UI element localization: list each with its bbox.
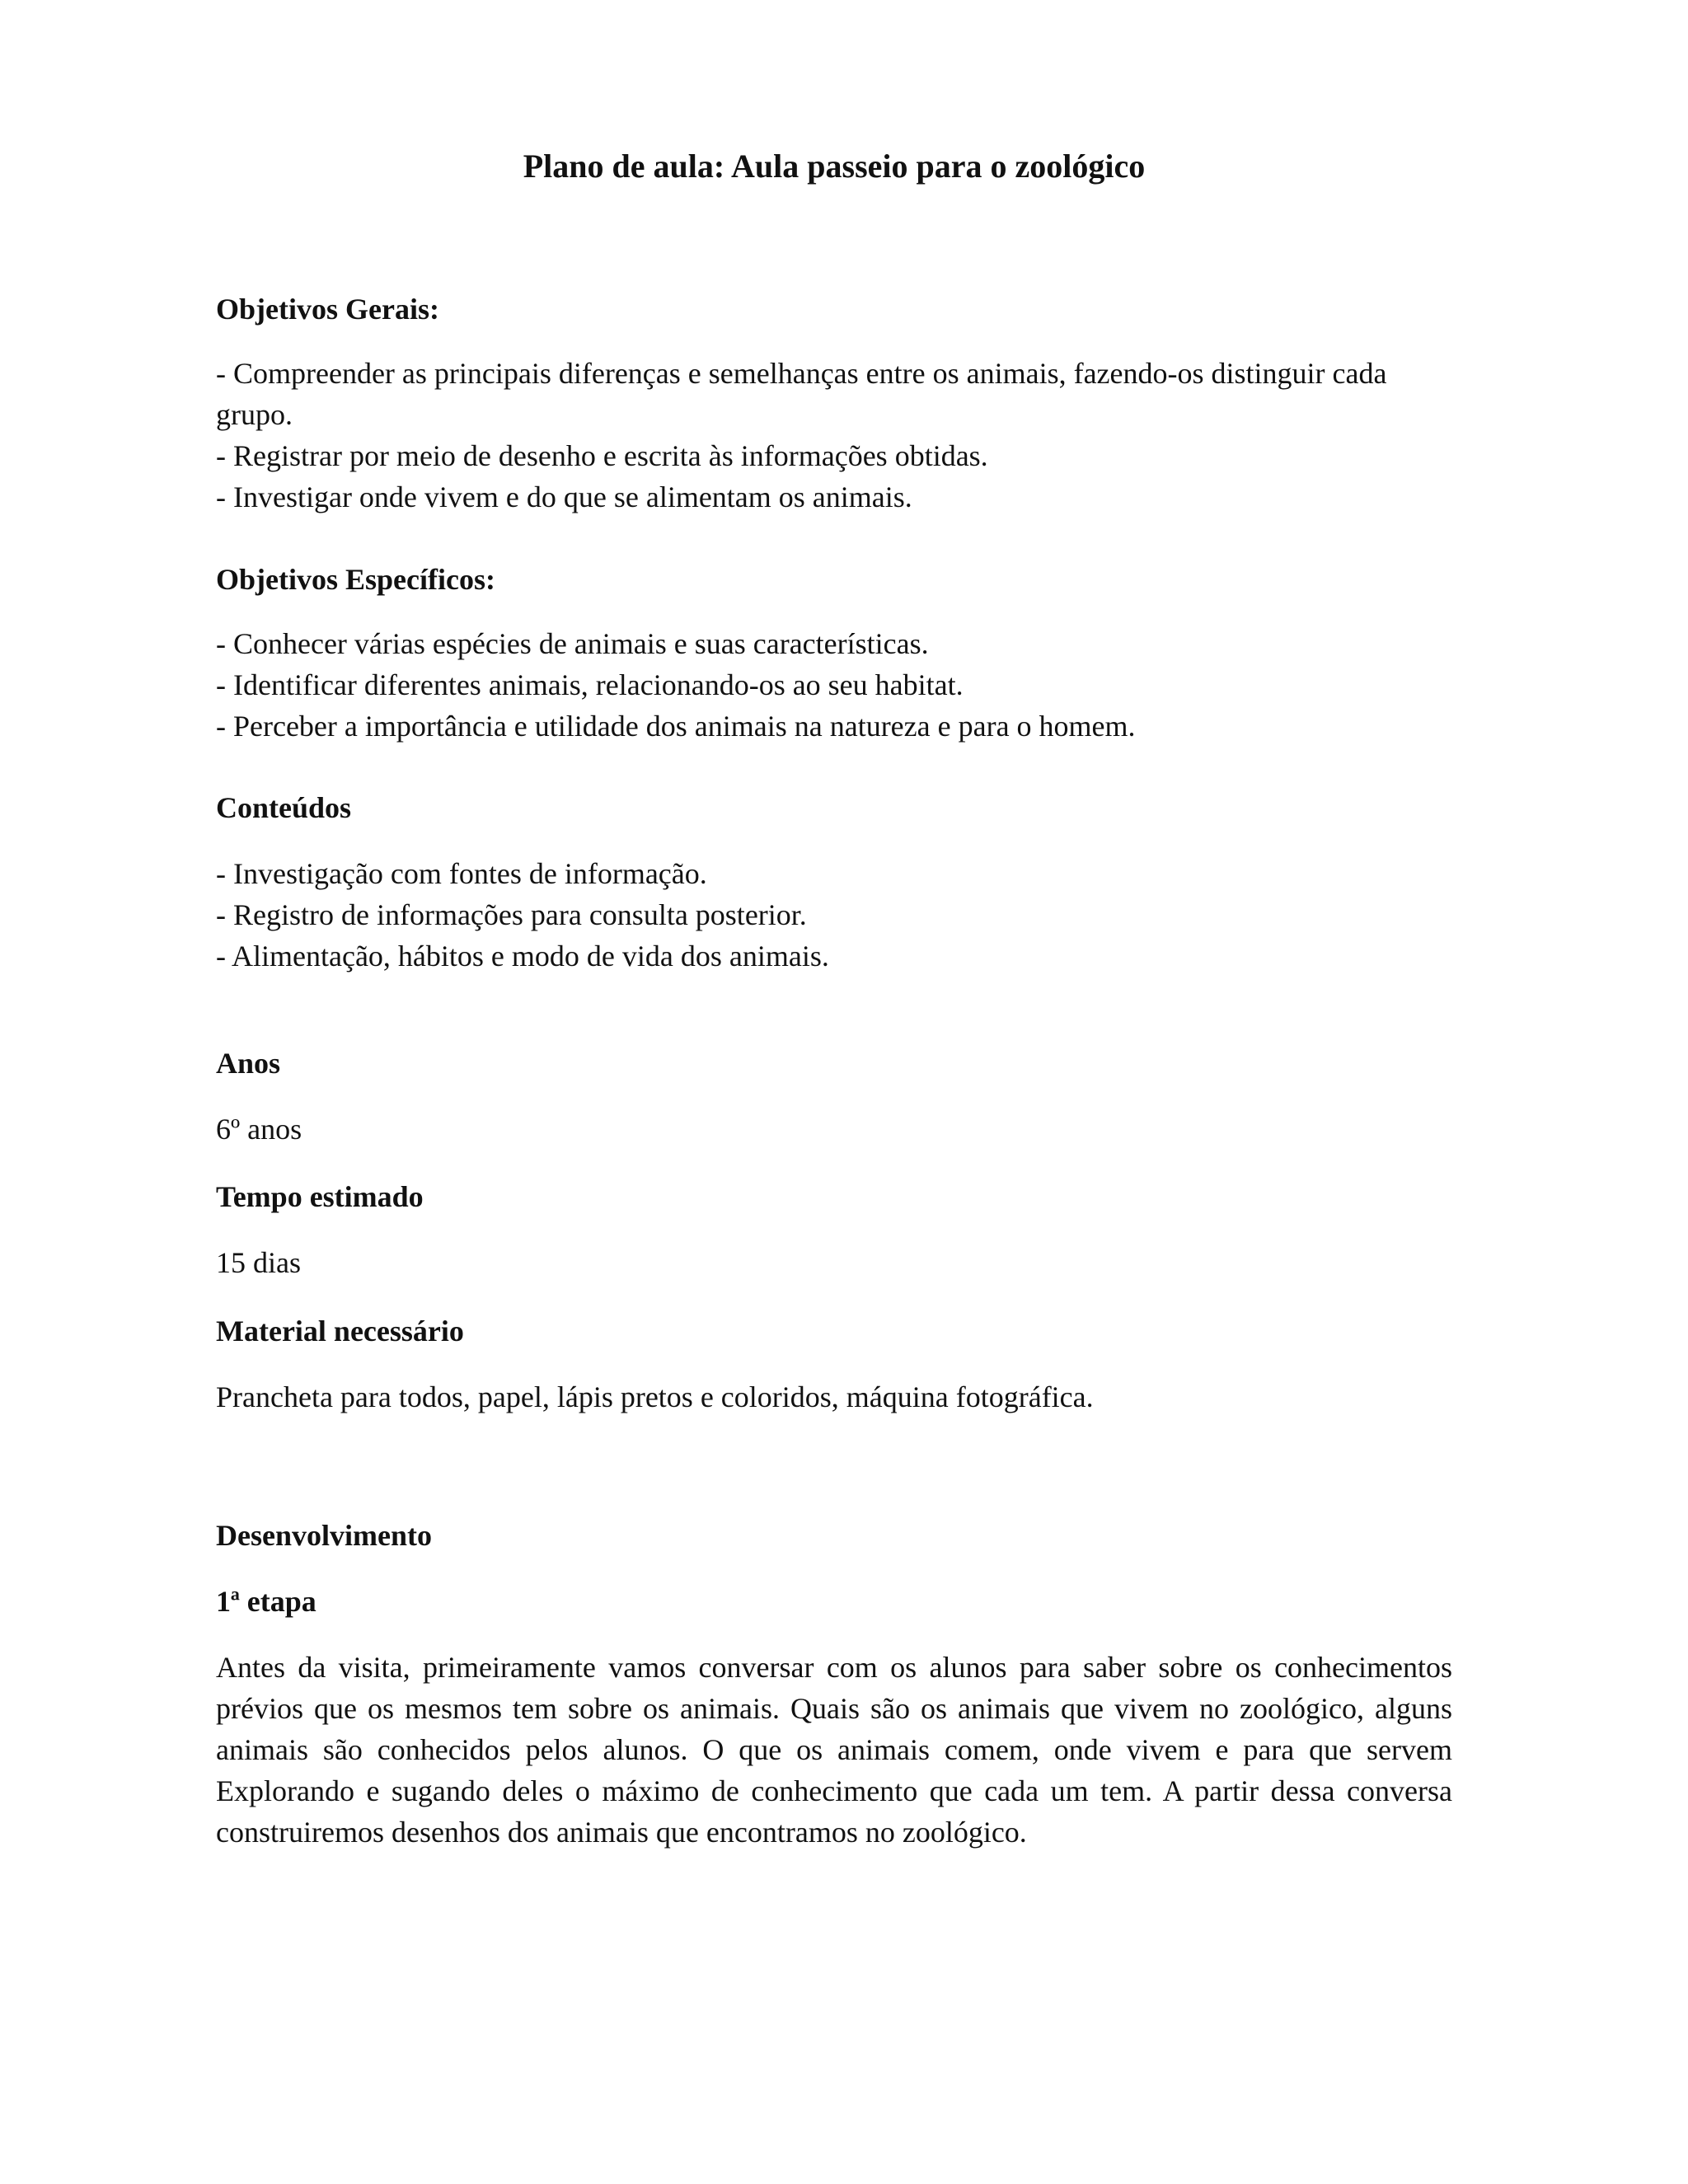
- heading-anos: Anos: [216, 1047, 281, 1080]
- heading-etapa-1: 1ª etapa: [216, 1585, 316, 1618]
- section-material: [216, 1310, 1452, 1352]
- list-item: - Registro de informações para consulta posterior.: [216, 898, 807, 931]
- list-item: - Perceber a importância e utilidade dos animais na natureza e para o homem.: [216, 710, 1136, 743]
- list-item: - Compreender as principais diferenças e semelhanças entre os animais, fazendo-os distinguir cada: [216, 357, 1387, 390]
- value-tempo-estimado: [216, 1242, 1452, 1283]
- value-anos: [216, 1108, 1452, 1150]
- heading-material: Material necessário: [216, 1315, 464, 1347]
- section-objetivos-especificos: [216, 559, 1452, 600]
- heading-desenvolvimento: Desenvolvimento: [216, 1519, 432, 1552]
- section-objetivos-gerais: [216, 288, 1452, 330]
- tempo-estimado-value: 15 dias: [216, 1246, 301, 1279]
- list-item: - Investigar onde vivem e do que se alimentam os animais.: [216, 480, 912, 513]
- list-conteudos: [216, 853, 1452, 977]
- list-item: - Conhecer várias espécies de animais e suas características.: [216, 627, 929, 660]
- heading-objetivos-especificos: Objetivos Específicos:: [216, 563, 495, 596]
- section-conteudos: [216, 787, 1452, 828]
- anos-value: 6º anos: [216, 1113, 302, 1146]
- heading-conteudos: Conteúdos: [216, 791, 352, 824]
- material-value: Prancheta para todos, papel, lápis pretos e coloridos, máquina fotográfica.: [216, 1380, 1094, 1413]
- heading-tempo-estimado: Tempo estimado: [216, 1180, 424, 1213]
- list-item: - Alimentação, hábitos e modo de vida dos animais.: [216, 940, 829, 972]
- list-item: - Identificar diferentes animais, relacionando-os ao seu habitat.: [216, 668, 964, 701]
- section-tempo-estimado: [216, 1176, 1452, 1217]
- paragraph-etapa-1: Antes da visita, primeiramente vamos conversar com os alunos para saber sobre os conhecimentos prévios que os mesmos tem sobre os animais. Quais são os animais que vivem no zoológico, alguns animais são conhecidos pelos alunos. O que os animais comem, onde vivem e para que servem Explorando e sugando deles o máximo de conhecimento que cada um tem. A partir dessa conversa construiremos desenhos dos animais que encontramos no zoológico.: [216, 1651, 1452, 1849]
- section-desenvolvimento: [216, 1515, 1452, 1556]
- section-etapa-1: [216, 1581, 1452, 1622]
- value-material: [216, 1376, 1452, 1418]
- list-item: grupo.: [216, 398, 293, 431]
- list-objetivos-especificos: [216, 623, 1452, 747]
- heading-objetivos-gerais: Objetivos Gerais:: [216, 293, 439, 326]
- list-item: - Investigação com fontes de informação.: [216, 857, 707, 890]
- section-anos: [216, 1043, 1452, 1084]
- list-item: - Registrar por meio de desenho e escrita às informações obtidas.: [216, 439, 988, 472]
- document-title: Plano de aula: Aula passeio para o zoológico: [523, 148, 1146, 185]
- list-objetivos-gerais: [216, 353, 1452, 518]
